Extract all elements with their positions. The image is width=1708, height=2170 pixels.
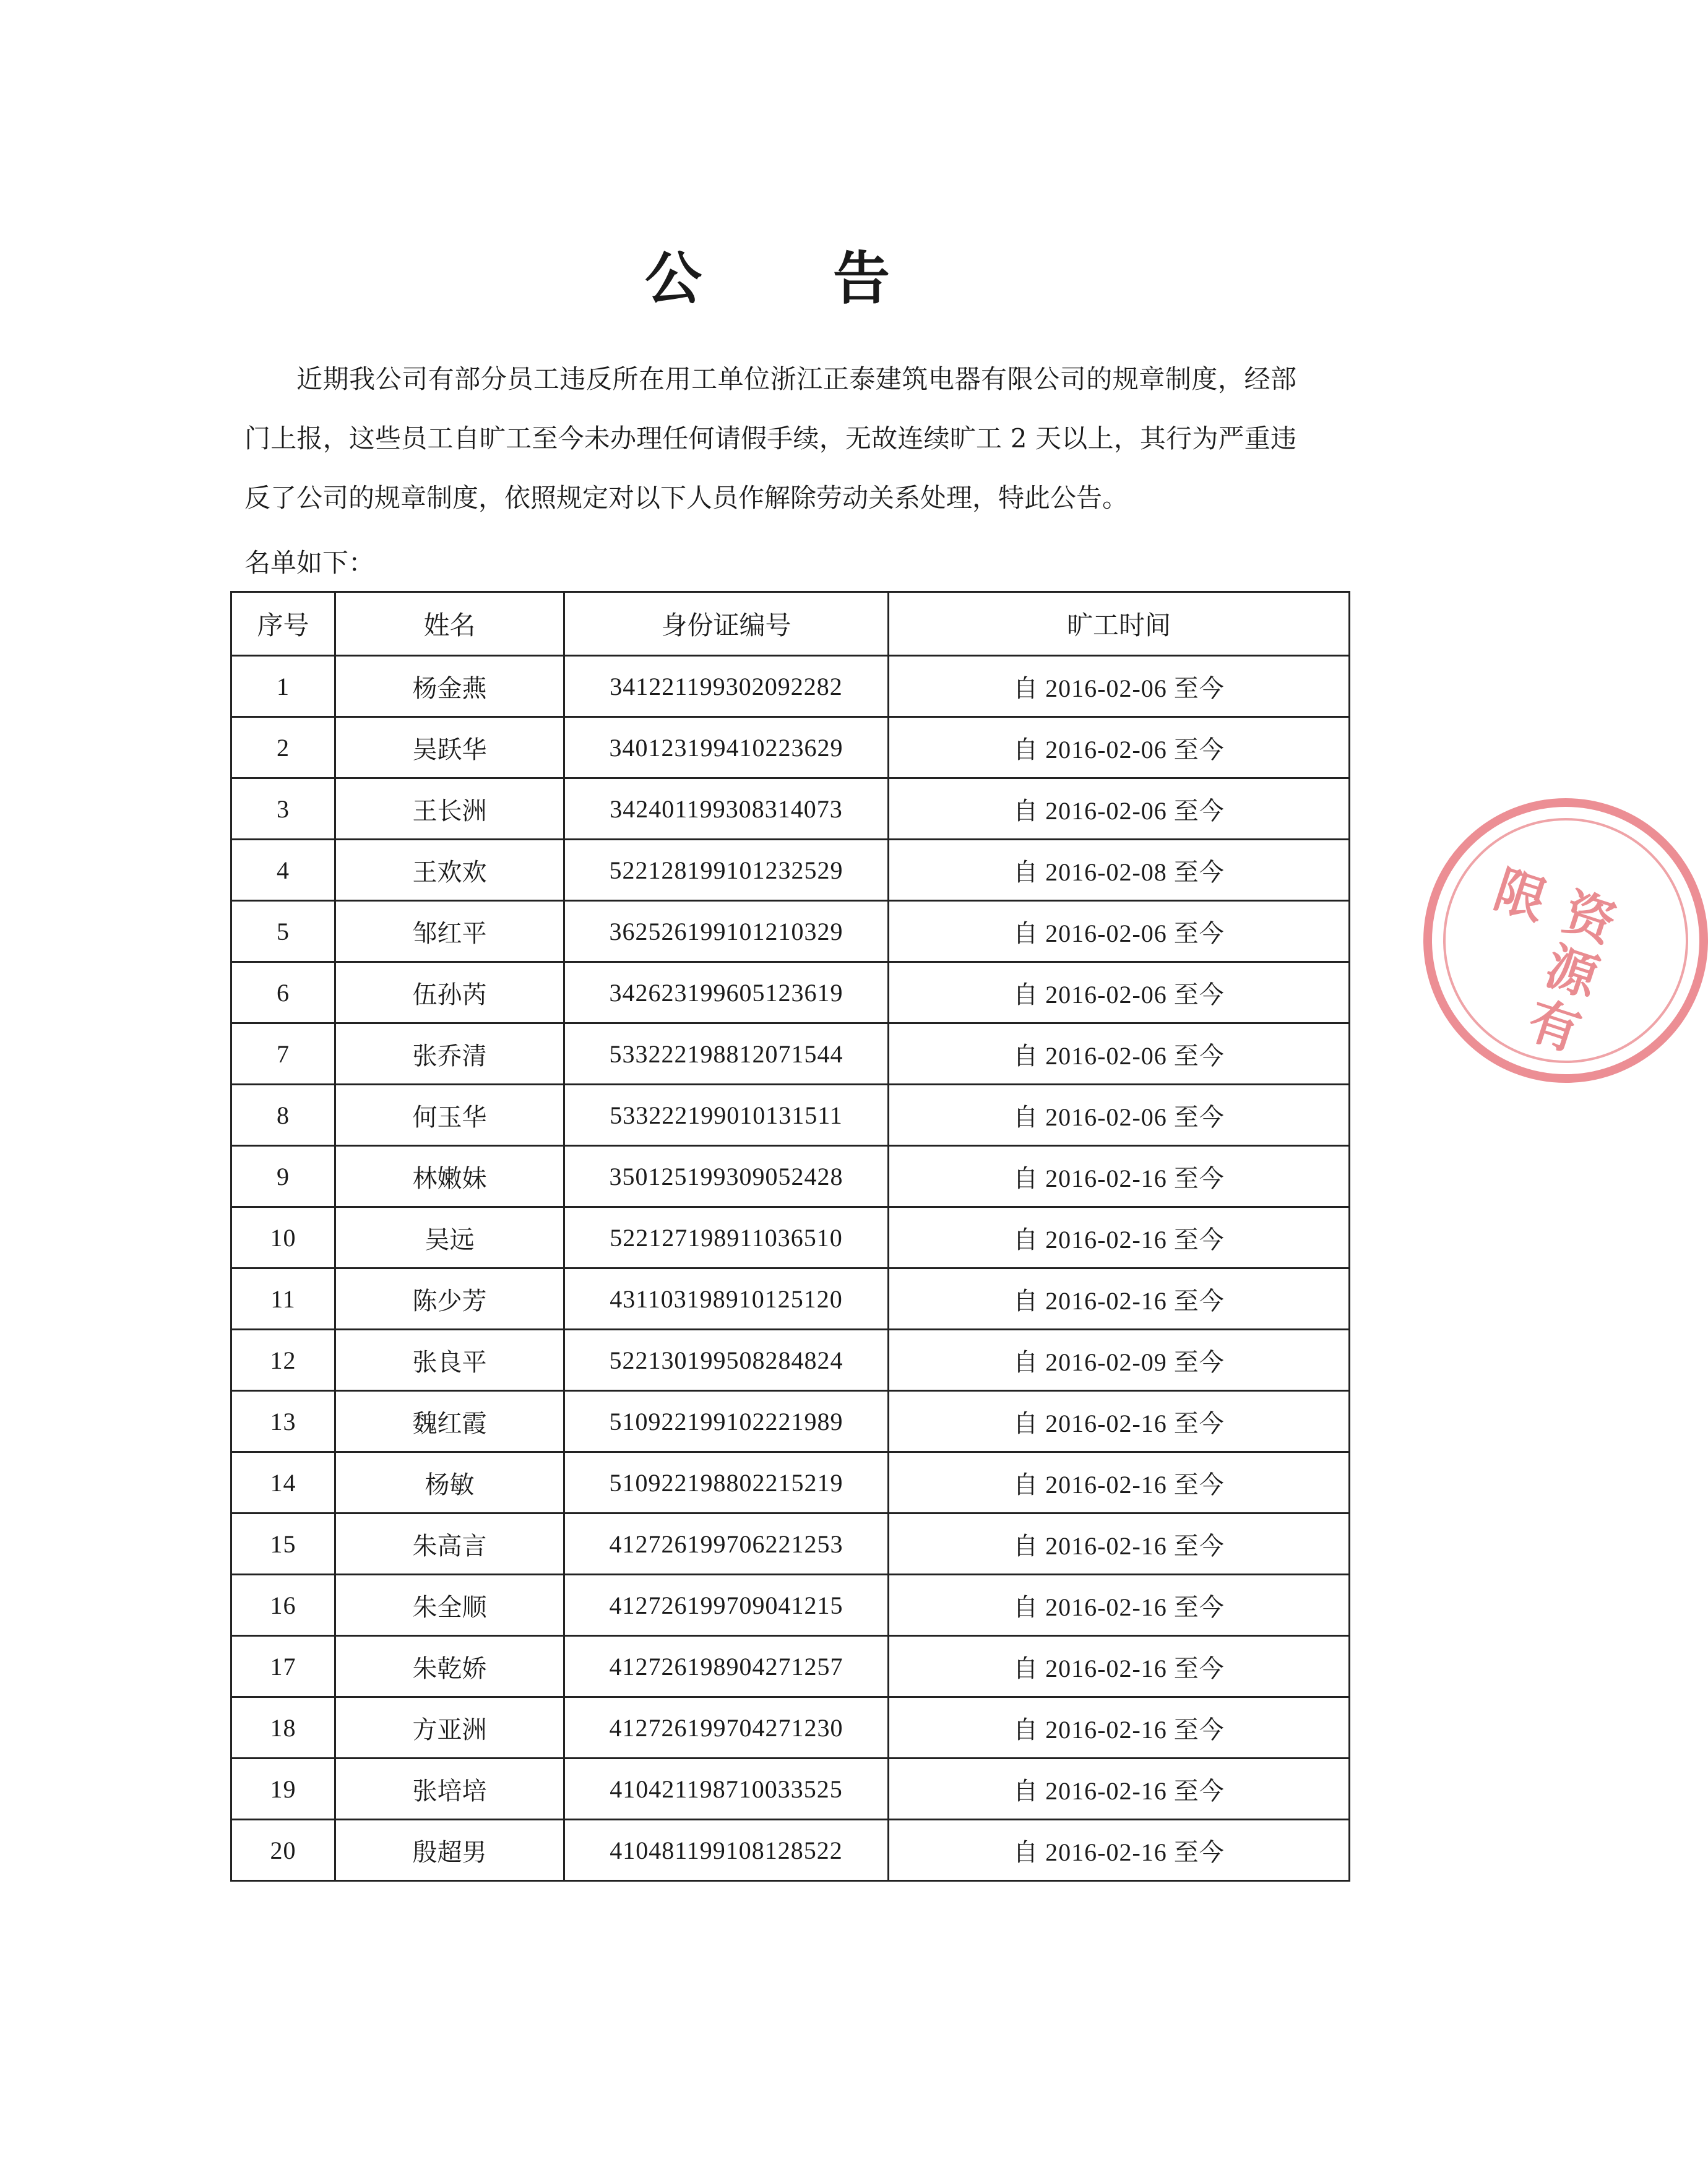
cell-time: 自 2016-02-16 至今	[889, 1452, 1350, 1513]
cell-id: 412726199706221253	[564, 1513, 889, 1575]
table-row	[231, 901, 1350, 962]
cell-no: 11	[231, 1268, 335, 1330]
cell-id: 340123199410223629	[564, 717, 889, 778]
cell-id: 522128199101232529	[564, 840, 889, 901]
list-label: 名单如下：	[244, 548, 375, 578]
cell-name: 朱全顺	[335, 1575, 564, 1636]
header-no: 序号	[231, 592, 335, 656]
table-row	[231, 840, 1350, 901]
cell-id: 341221199302092282	[564, 656, 889, 717]
cell-no: 8	[231, 1085, 335, 1146]
cell-no: 3	[231, 778, 335, 840]
roster-body	[231, 656, 1350, 1881]
cell-no: 10	[231, 1207, 335, 1268]
table-row	[231, 1391, 1350, 1452]
cell-name: 朱高言	[335, 1513, 564, 1575]
cell-name: 杨敏	[335, 1452, 564, 1513]
table-row	[231, 1575, 1350, 1636]
cell-time: 自 2016-02-16 至今	[889, 1391, 1350, 1452]
cell-id: 350125199309052428	[564, 1146, 889, 1207]
table-row	[231, 1820, 1350, 1881]
header-id: 身份证编号	[564, 592, 889, 656]
cell-time: 自 2016-02-08 至今	[889, 840, 1350, 901]
cell-time: 自 2016-02-09 至今	[889, 1330, 1350, 1391]
table-row	[231, 1023, 1350, 1085]
cell-name: 邹红平	[335, 901, 564, 962]
cell-name: 方亚洲	[335, 1697, 564, 1759]
cell-name: 张良平	[335, 1330, 564, 1391]
cell-id: 533222198812071544	[564, 1023, 889, 1085]
page-title: 公 告	[644, 245, 946, 312]
table-row	[231, 717, 1350, 778]
cell-no: 15	[231, 1513, 335, 1575]
table-row	[231, 1146, 1350, 1207]
cell-time: 自 2016-02-16 至今	[889, 1575, 1350, 1636]
announcement-paragraph: 近期我公司有部分员工违反所在用工单位浙江正泰建筑电器有限公司的规章制度，经部门上报，这些员工自旷工至今未办理任何请假手续，无故连续旷工 2 天以上，其行为严重违反了公司的规章制度，依照规定对以下人员作解除劳动关系处理，特此公告。	[244, 364, 1296, 513]
cell-no: 19	[231, 1759, 335, 1820]
cell-time: 自 2016-02-16 至今	[889, 1513, 1350, 1575]
table-row	[231, 1513, 1350, 1575]
header-name: 姓名	[335, 592, 564, 656]
cell-name: 林嫩妹	[335, 1146, 564, 1207]
cell-name: 吴跃华	[335, 717, 564, 778]
cell-time: 自 2016-02-06 至今	[889, 717, 1350, 778]
table-header-row	[231, 592, 1350, 656]
cell-id: 342401199308314073	[564, 778, 889, 840]
cell-no: 2	[231, 717, 335, 778]
cell-id: 522130199508284824	[564, 1330, 889, 1391]
cell-name: 王欢欢	[335, 840, 564, 901]
cell-no: 12	[231, 1330, 335, 1391]
company-seal	[1423, 798, 1708, 1083]
cell-id: 410421198710033525	[564, 1759, 889, 1820]
cell-time: 自 2016-02-06 至今	[889, 962, 1350, 1023]
seal-inner-ring	[1443, 818, 1688, 1063]
seal-text: 资源有限	[1479, 859, 1623, 1063]
cell-no: 14	[231, 1452, 335, 1513]
cell-name: 吴远	[335, 1207, 564, 1268]
cell-no: 7	[231, 1023, 335, 1085]
table-row	[231, 778, 1350, 840]
table-row	[231, 1268, 1350, 1330]
table-row	[231, 1330, 1350, 1391]
cell-no: 18	[231, 1697, 335, 1759]
table-row	[231, 1759, 1350, 1820]
cell-id: 410481199108128522	[564, 1820, 889, 1881]
cell-id: 533222199010131511	[564, 1085, 889, 1146]
cell-no: 20	[231, 1820, 335, 1881]
announcement-body	[244, 350, 1296, 528]
cell-no: 1	[231, 656, 335, 717]
cell-id: 510922199102221989	[564, 1391, 889, 1452]
cell-id: 342623199605123619	[564, 962, 889, 1023]
cell-time: 自 2016-02-16 至今	[889, 1636, 1350, 1697]
header-time: 旷工时间	[889, 592, 1350, 656]
cell-name: 魏红霞	[335, 1391, 564, 1452]
cell-time: 自 2016-02-06 至今	[889, 778, 1350, 840]
cell-name: 王长洲	[335, 778, 564, 840]
cell-id: 522127198911036510	[564, 1207, 889, 1268]
cell-time: 自 2016-02-16 至今	[889, 1820, 1350, 1881]
cell-name: 杨金燕	[335, 656, 564, 717]
cell-id: 412726198904271257	[564, 1636, 889, 1697]
cell-name: 陈少芳	[335, 1268, 564, 1330]
cell-name: 朱乾娇	[335, 1636, 564, 1697]
cell-time: 自 2016-02-16 至今	[889, 1268, 1350, 1330]
table-row	[231, 1207, 1350, 1268]
table-row	[231, 656, 1350, 717]
cell-name: 何玉华	[335, 1085, 564, 1146]
cell-name: 伍孙芮	[335, 962, 564, 1023]
cell-time: 自 2016-02-16 至今	[889, 1697, 1350, 1759]
cell-id: 362526199101210329	[564, 901, 889, 962]
cell-time: 自 2016-02-16 至今	[889, 1207, 1350, 1268]
cell-time: 自 2016-02-06 至今	[889, 656, 1350, 717]
cell-name: 张培培	[335, 1759, 564, 1820]
roster-table	[230, 591, 1350, 1882]
table-row	[231, 1697, 1350, 1759]
table-row	[231, 1452, 1350, 1513]
cell-time: 自 2016-02-06 至今	[889, 1023, 1350, 1085]
cell-no: 9	[231, 1146, 335, 1207]
cell-id: 412726199709041215	[564, 1575, 889, 1636]
cell-id: 412726199704271230	[564, 1697, 889, 1759]
cell-no: 4	[231, 840, 335, 901]
table-row	[231, 1085, 1350, 1146]
cell-id: 510922198802215219	[564, 1452, 889, 1513]
cell-name: 殷超男	[335, 1820, 564, 1881]
cell-no: 17	[231, 1636, 335, 1697]
table-row	[231, 962, 1350, 1023]
cell-no: 16	[231, 1575, 335, 1636]
cell-no: 13	[231, 1391, 335, 1452]
cell-id: 431103198910125120	[564, 1268, 889, 1330]
cell-time: 自 2016-02-16 至今	[889, 1759, 1350, 1820]
cell-time: 自 2016-02-06 至今	[889, 901, 1350, 962]
table-row	[231, 1636, 1350, 1697]
cell-name: 张乔清	[335, 1023, 564, 1085]
cell-no: 6	[231, 962, 335, 1023]
cell-no: 5	[231, 901, 335, 962]
cell-time: 自 2016-02-16 至今	[889, 1146, 1350, 1207]
cell-time: 自 2016-02-06 至今	[889, 1085, 1350, 1146]
